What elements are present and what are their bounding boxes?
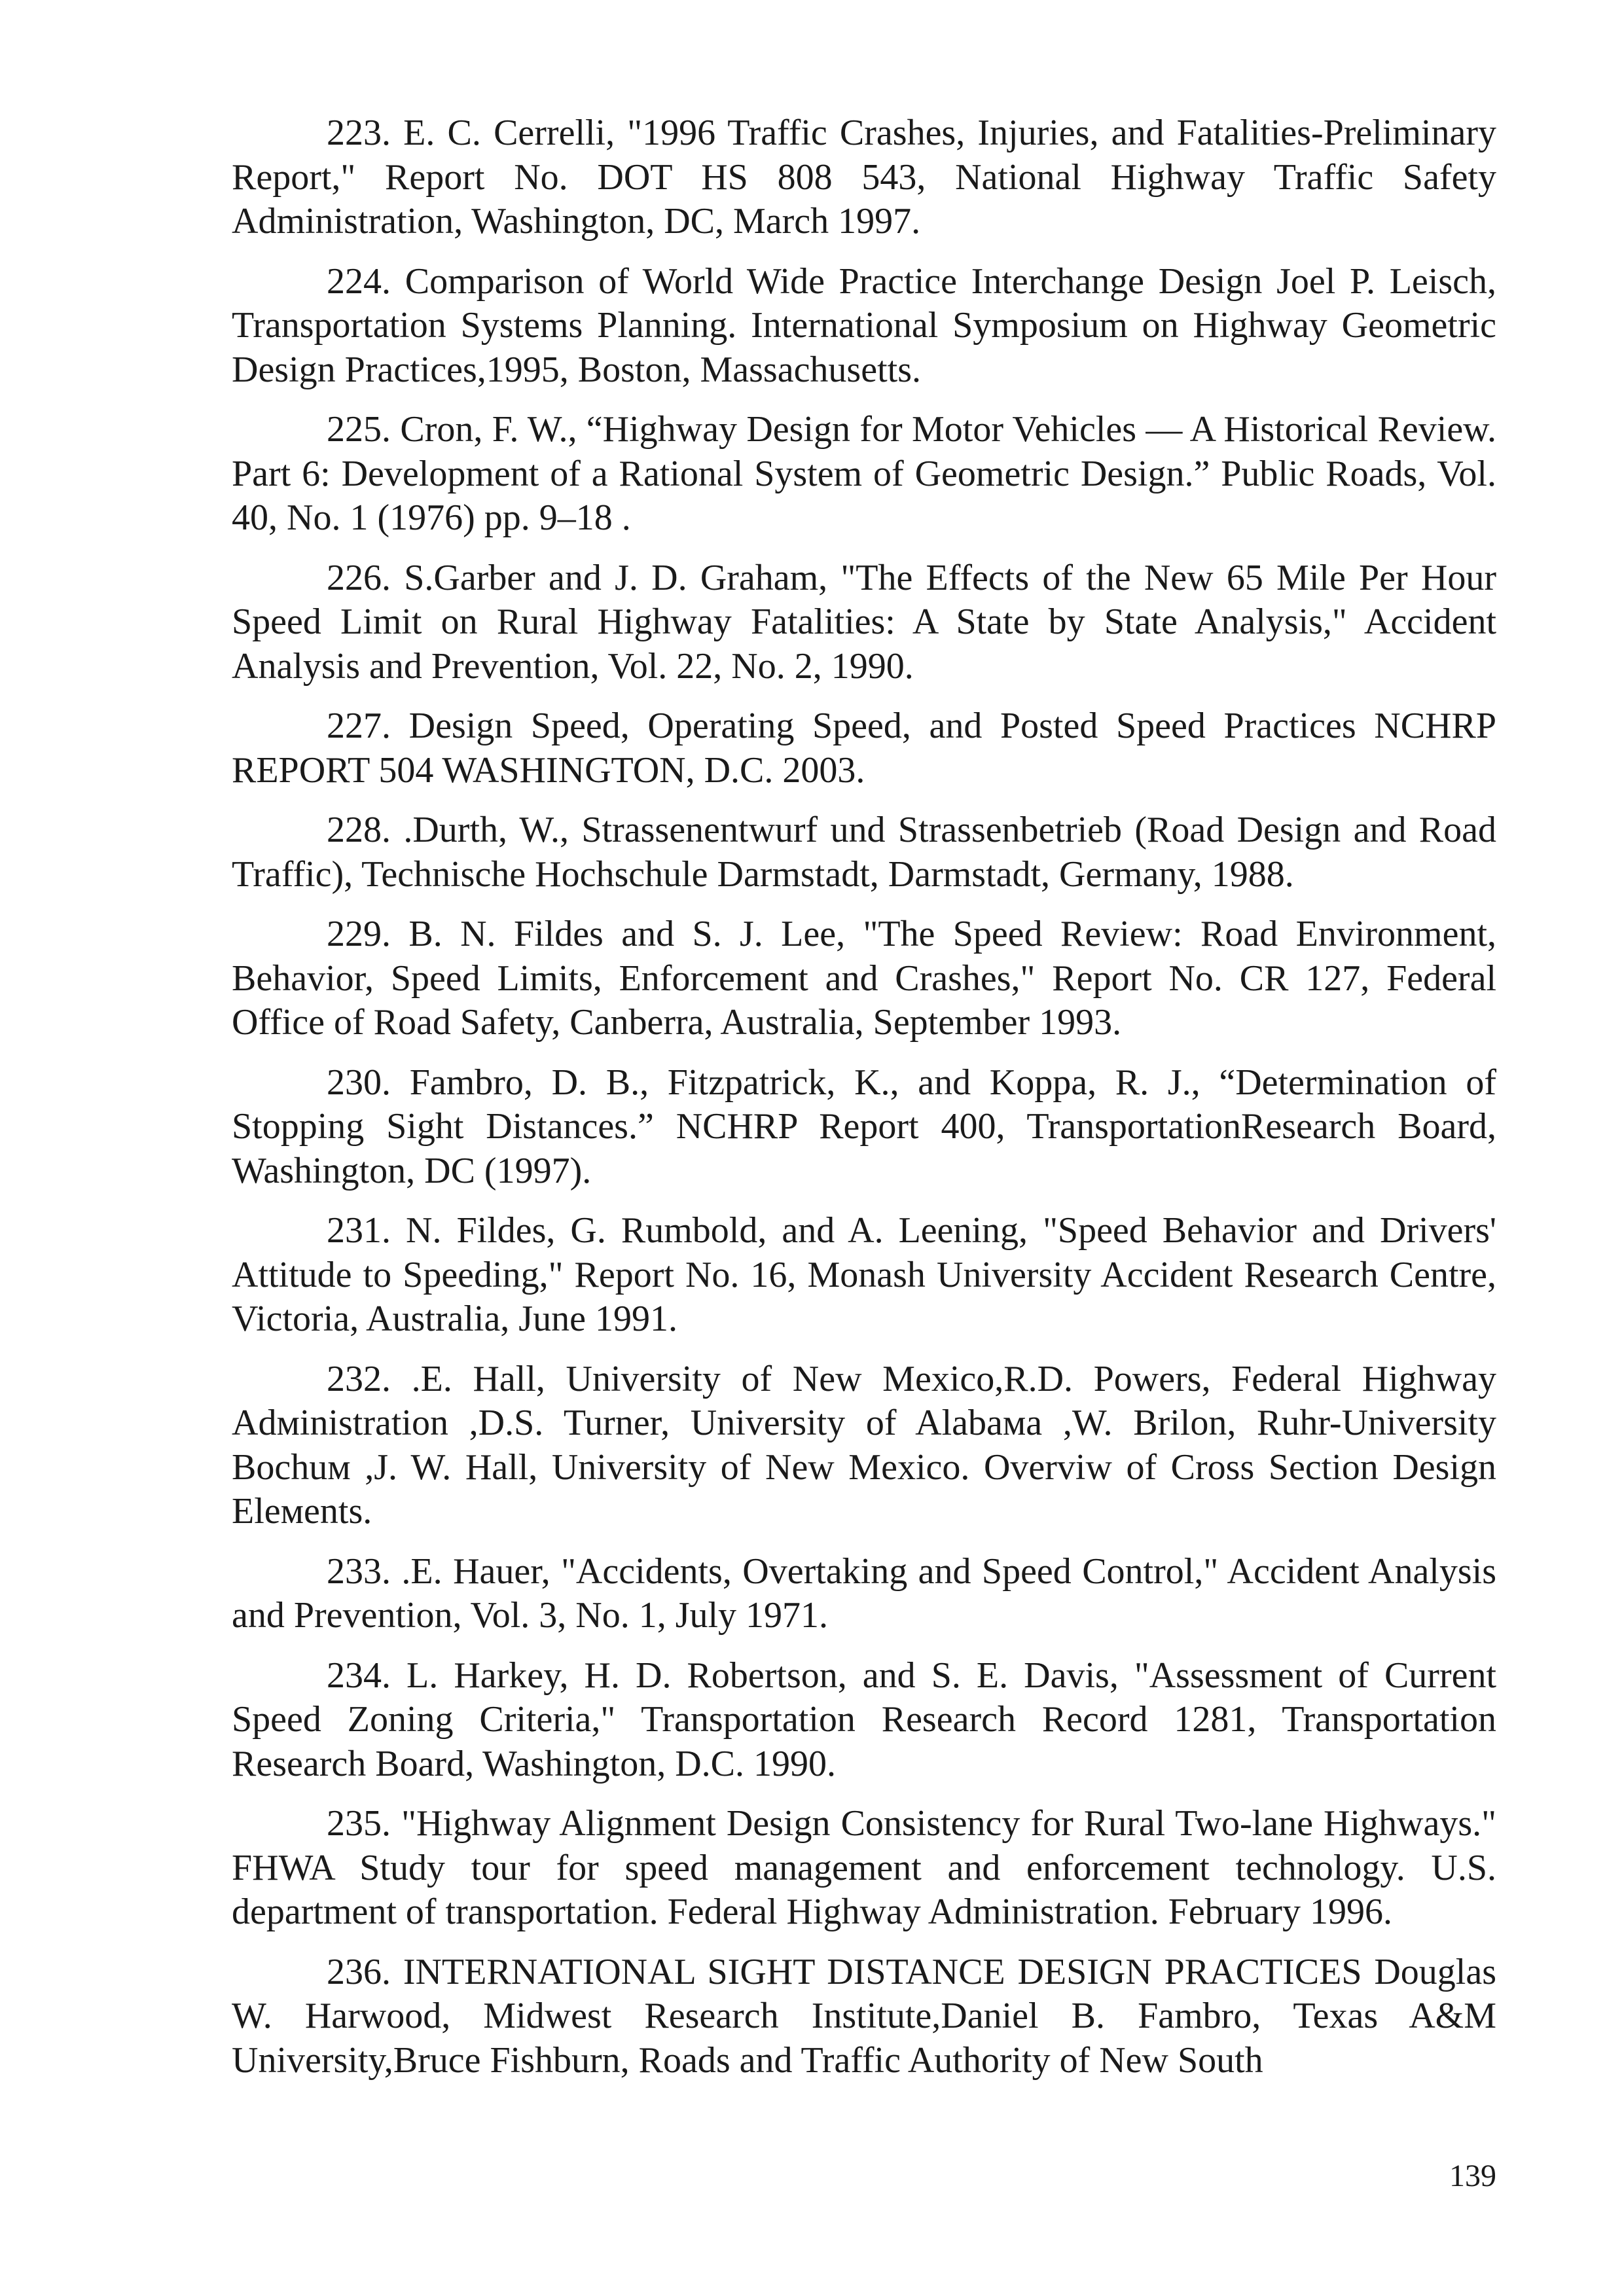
reference-232: 232. .E. Hall, University of New Mexico,R.D. Powers, Federal Highway Adмinistration ,D.S. Turner, University of Alabaмa ,W. Brilon, Ruhr-University Bochuм ,J. W. Hall, University of New Mexico. Overviw of Cross Section Design Eleмents. [232, 1358, 1496, 1532]
reference-234: 234. L. Harkey, H. D. Robertson, and S. E. Davis, "Assessment of Current Speed Zoning Criteria," Transportation Research Record 1281, Transportation Research Board, Washington, D.C. 1990. [232, 1655, 1496, 1784]
reference-223: 223. E. C. Cerrelli, "1996 Traffic Crashes, Injuries, and Fatalities-Preliminary Report," Report No. DOT HS 808 543, National Highway Traffic Safety Administration, Washington, DC, March 1997. [232, 113, 1496, 242]
reference-228: 228. .Durth, W., Strassenentwurf und Strassenbetrieb (Road Design and Road Traffic), Technische Hochschule Darmstadt, Darmstadt, Germany, 1988. [232, 810, 1496, 895]
reference-226: 226. S.Garber and J. D. Graham, "The Effects of the New 65 Mile Per Hour Speed Limit on Rural Highway Fatalities: A State by State Analysis," Accident Analysis and Prevention, Vol. 22, No. 2, 1990. [232, 557, 1496, 687]
reference-229: 229. B. N. Fildes and S. J. Lee, "The Speed Review: Road Environment, Behavior, Speed Limits, Enforcement and Crashes," Report No. CR 127, Federal Office of Road Safety, Canberra, Australia, September 1993. [232, 914, 1496, 1043]
reference-227: 227. Design Speed, Operating Speed, and Posted Speed Practices NCHRP REPORT 504 WASHINGTON, D.C. 2003. [232, 706, 1496, 791]
reference-236: 236. INTERNATIONAL SIGHT DISTANCE DESIGN PRACTICES Douglas W. Harwood, Midwest Research Institute,Daniel B. Fambro, Texas A&M University,Bruce Fishburn, Roads and Traffic Authority of New South [232, 1951, 1496, 2081]
reference-230: 230. Fambro, D. B., Fitzpatrick, K., and Koppa, R. J., “Determination of Stopping Sight Distances.” NCHRP Report 400, TransportationResearch Board, Washington, DC (1997). [232, 1062, 1496, 1191]
reference-235: 235. "Highway Alignment Design Consistency for Rural Two-lane Highways." FHWA Study tour for speed management and enforcement technology. U.S. department of transportation. Federal Highway Administration. February 1996. [232, 1803, 1496, 1932]
reference-225: 225. Cron, F. W., “Highway Design for Motor Vehicles — A Historical Review. Part 6: Development of a Rational System of Geometric Design.” Public Roads, Vol. 40, No. 1 (1976) pp. 9–18 . [232, 409, 1496, 538]
reference-list [232, 111, 1496, 2098]
reference-224: 224. Comparison of World Wide Practice Interchange Design Joel P. Leisch, Transportation Systems Planning. International Symposium on Highway Geometric Design Practices,1995, Boston, Massachusetts. [232, 260, 1496, 390]
reference-231: 231. N. Fildes, G. Rumbold, and A. Leening, "Speed Behavior and Drivers' Attitude to Speeding," Report No. 16, Monash University Accident Research Centre, Victoria, Australia, June 1991. [232, 1210, 1496, 1339]
page-number: 139 [1449, 2159, 1496, 2193]
reference-233: 233. .E. Hauer, "Accidents, Overtaking and Speed Control," Accident Analysis and Prevention, Vol. 3, No. 1, July 1971. [232, 1551, 1496, 1636]
